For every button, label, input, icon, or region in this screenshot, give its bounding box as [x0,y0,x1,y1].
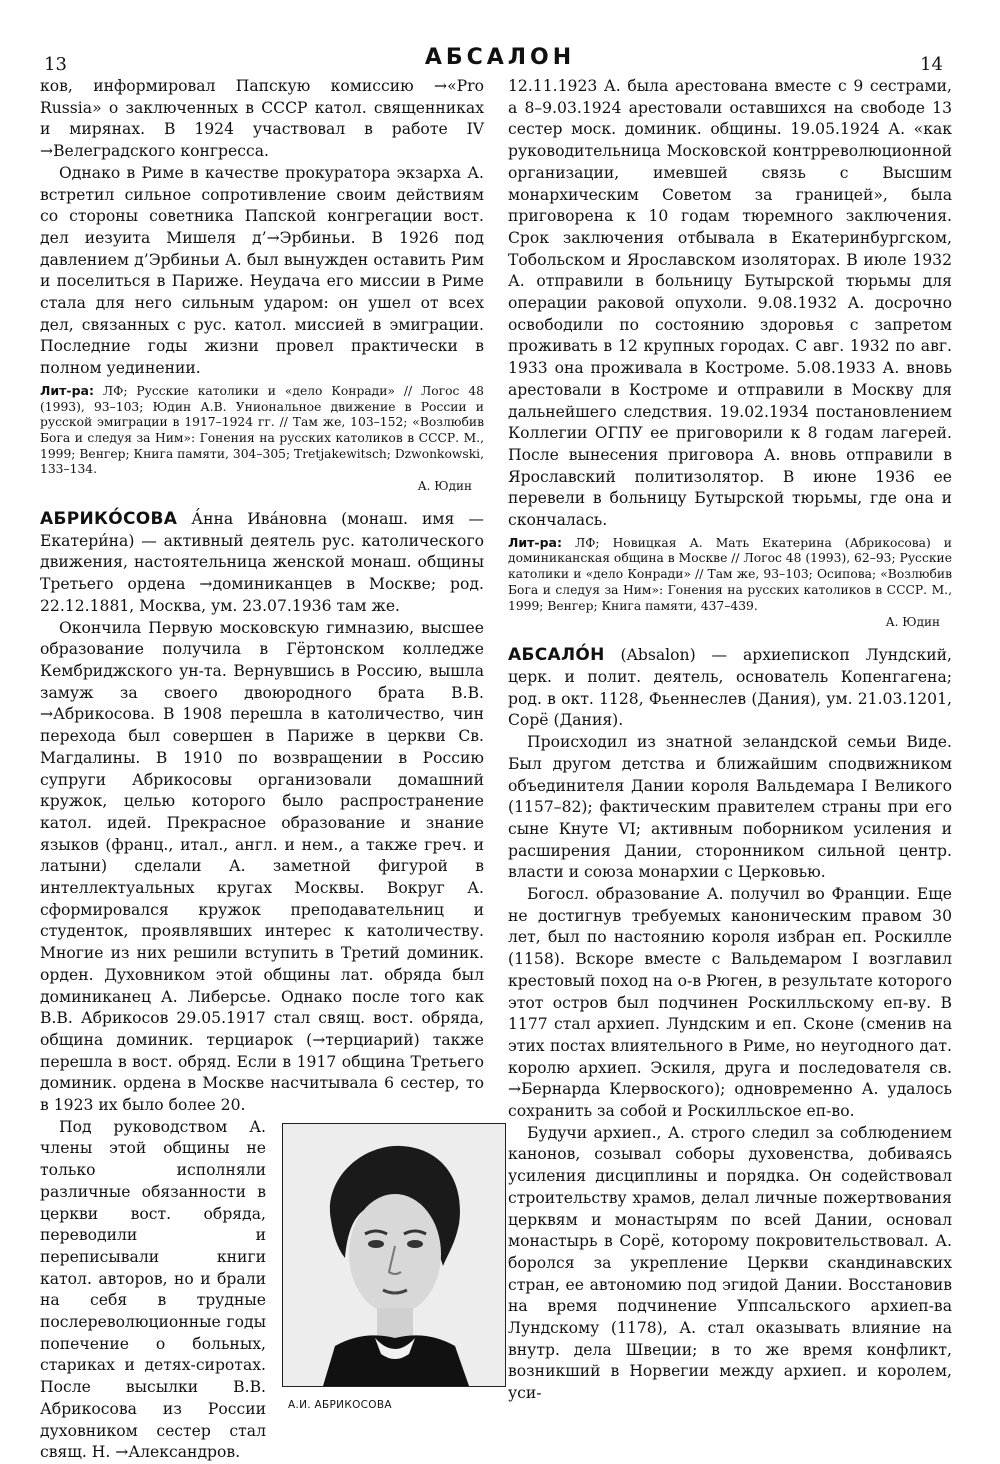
literature-text: ЛФ; Новицкая А. Мать Екатерина (Абрикосова) и доминиканская община в Москве // Логос 48 (1993), 62–93; Русские католики и «дело Конради» // Там же, 93–103; Осипова; «Возлюбив Бога и следуя за Ним»: Гонения на русских католиков в СССР. М., 1999; Венгер; Книга памяти, 437–439. [508,535,952,613]
literature-label: Лит-ра: [40,382,94,398]
entry-headword: АБСАЛО́Н [508,645,605,666]
paragraph: Происходил из знатной зеландской семьи Виде. Был другом детства и ближайшим сподвижником объединителя Дании короля Вальдемара I Великого (1157–82); фактическим правителем страны при его сыне Кнуте VI; активным поборником усиления и расширения Дании, сторонником сильной центр. власти и союза монархии с Церковью. [508,733,952,882]
running-title: АБСАЛОН [424,45,576,70]
entry-definition: А́нна Ива́новна (монаш. имя — Екатери́на) — активный деятель рус. католического движения, настоятельница женской монаш. общины Третьего ордена →доминиканцев в Москве; род. 22.12.1881, Москва, ум. 23.07.1936 там же. [40,510,484,615]
left-column [40,76,484,1464]
literature-label: Лит-ра: [508,534,562,550]
paragraph: Богосл. образование А. получил во Франции. Еще не достигнув требуемых каноническим правом 30 лет, был по настоянию короля избран еп. Роскилле (1158). Вскоре вместе с Вальдемаром I возглавил крестовый поход на о-в Рюген, в результате которого этот остров был подчинен Роскилльскому еп-ву. В 1177 стал архиеп. Лундским и еп. Сконе (сменив на этих постах влиятельного в Риме, но неугодного дат. королю архиеп. Эскиля, друга и последователя св. →Бернарда Клервоского); одновременно А. удалось сохранить за собой и Роскилльское еп-во. [508,885,952,1121]
paragraph: Будучи архиеп., А. строго следил за соблюдением канонов, созывал соборы духовенства, добиваясь усиления дисциплины и порядка. Он содействовал строительству храмов, делал личные пожертвования церквям и монастырям по всей Дании, основал монастырь в Сорё, которому покровительствовал. А. боролся за укрепление Церкви скандинавских стран, ее автономию под эгидой Дании. Восстановив на время подчинение Уппсальского архиеп-ва Лундскому (1178), А. стал оказывать влияние на внутр. дела Швеции; в то же время конфликт, возникший в Норвегии между архиеп. и королем, уси- [508,1123,952,1403]
literature-list [40,383,484,478]
right-column [508,76,952,1405]
entry-abrikosova-definition [40,509,484,618]
page-number-right: 14 [920,54,943,75]
portrait-figure [282,1123,506,1417]
paragraph: Окончила Первую московскую гимназию, высшее образование получила в Гёртонском колледже Кембриджского ун-та. Вернувшись в Россию, вышла замуж за своего двоюродного брата В.В. →Абрикосова. В 1908 перешла в католичество, чин перехода был совершен в Париже в церкви Св. Магдалины. В 1910 по возвращении в Россию супруги Абрикосовы организовали домашний кружок, целью которого было распространение катол. идей. Прекрасное образование и знание языков (франц., итал., англ. и нем., а также греч. и латыни) сделали А. заметной фигурой в интеллектуальных кругах Москвы. Вокруг А. сформировался кружок преподавательниц и студенток, проявлявших интерес к католичеству. Многие из них решили вступить в Третий доминик. орден. Духовником этой общины лат. обряда был доминиканец А. Либерсье. Однако после того как В.В. Абрикосов 29.05.1917 стал свящ. вост. обряда, община доминик. терциарок (→терциарий) также перешла в вост. обряд. Если в 1917 община Третьего доминик. ордена в Москве насчитывала 6 сестер, то в 1923 их было более 20. [40,618,484,1115]
literature-list [508,535,952,615]
entry-headword: АБРИКО́СОВА [40,509,178,530]
continued-paragraph: ков, информировал Папскую комиссию →«Pro Russia» о заключенных в СССР катол. священниках и мирянах. В 1924 участвовал в работе IV →Велеградского конгресса. [40,77,484,161]
article-author: А. Юдин [417,479,472,494]
page-number-left: 13 [44,54,67,75]
paragraph: Однако в Риме в качестве прокуратора экзарха А. встретил сильное сопротивление своим действиям со стороны советника Папской конгрегации вост. дел иезуита Мишеля д’→Эрбиньи. В 1926 под давлением д’Эрбиньи А. был вынужден оставить Рим и поселиться в Париже. Неудача его миссии в Риме стала для него сильным ударом: он ушел от всех дел, связанных с рус. катол. миссией в эмиграции. Последние годы жизни провел практически в полном уединении. [40,163,484,378]
continued-paragraph: 12.11.1923 А. была арестована вместе с 9 сестрами, а 8–9.03.1924 арестовали оставшихся на свободе 13 сестер моск. доминик. общины. 19.05.1924 А. «как руководительница Московской контрреволюционной организации, имевшей связь с Высшим монархическим Советом за границей», была приговорена к 10 годам тюремного заключения. Срок заключения отбывала в Екатеринбургском, Тобольском и Ярославском изоляторах. В июле 1932 А. отправили в больницу Бутырской тюрьмы для операции раковой опухоли. 9.08.1932 А. досрочно освободили по состоянию здоровья с запретом проживать в 12 крупных городах. С авг. 1932 по авг. 1933 она проживала в Костроме. 5.08.1933 А. вновь арестовали в Костроме и отправили в Москву для дальнейшего следствия. 19.02.1934 постановлением Коллегии ОГПУ ее приговорили к 8 годам лагерей. После вынесения приговора А. вновь отправили в Ярославский политизолятор. В июне 1936 ее перевели в больницу Бутырской тюрьмы, где она и скончалась. [508,77,952,530]
figure-wrap-block [40,1117,484,1464]
figure-caption: А.И. АБРИКОСОВА [288,1398,392,1411]
paragraph: Под руководством А. члены этой общины не только исполняли различные обязанности в церкви вост. обряда, переводили и переписывали книги катол. авторов, но и брали на себя в трудные послереволюционные годы попечение о больных, стариках и детях-сиротах. После высылки В.В. Абрикосова из России духовником сестер стал свящ. Н. →Александров. [40,1117,266,1462]
literature-text: ЛФ; Русские католики и «дело Конради» // Логос 48 (1993), 93–103; Юдин А.В. Униональное движение в России и русской эмиграции в 1917–1924 гг. // Там же, 103–152; «Возлюбив Бога и следуя за Ним»: Гонения на русских католиков в СССР. М., 1999; Венгер; Книга памяти, 304–305; Tretjakewitsch; Dzwonkowski, 133–134. [40,383,484,477]
article-author: А. Юдин [885,615,940,630]
entry-definition: (Absalon) — архиепископ Лундский, церк. и полит. деятель, основатель Копенгагена; род. в окт. 1128, Фьеннеслев (Дания), ум. 21.03.1201, Сорё (Дания). [508,646,952,730]
entry-absalon-definition [508,645,952,732]
portrait-photo [282,1123,506,1387]
